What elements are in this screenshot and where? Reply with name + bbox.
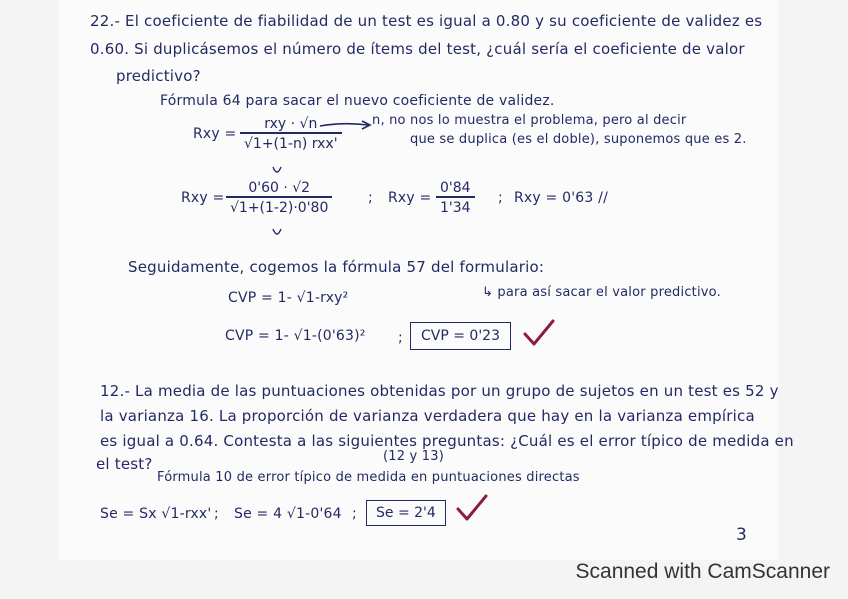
formula2-lhs: Rxy = [181, 190, 225, 206]
se-separator1: ; [214, 506, 219, 522]
formula1-lhs: Rxy = [193, 126, 237, 142]
se-calculation: Se = 4 √1-0'64 [234, 506, 342, 522]
formula2-separator2: ; [498, 190, 503, 206]
formula2-denominator2: 1'34 [440, 200, 471, 216]
swirl-arrow-icon [270, 226, 284, 240]
problem12-aside: (12 y 13) [383, 449, 444, 464]
problem12-statement-line2: la varianza 16. La proporción de varianza verdadera que hay en la varianza empírica [100, 407, 755, 425]
page-number: 3 [736, 525, 747, 545]
se-answer-box [366, 500, 446, 526]
swirl-arrow-icon [270, 164, 284, 178]
cvp-answer: CVP = 0'23 [421, 328, 500, 344]
checkmark-icon [455, 493, 489, 523]
se-answer: Se = 2'4 [376, 505, 436, 521]
cvp-note: ↳ para así sacar el valor predictivo. [482, 285, 721, 300]
formula1-denominator: √1+(1-n) rxx' [244, 136, 338, 152]
problem12-statement-line1: 12.- La media de las puntuaciones obtenidas por un grupo de sujetos en un test es 52 y [100, 382, 779, 400]
formula2-separator1: ; [368, 190, 373, 206]
cvp-separator: ; [398, 330, 403, 346]
cvp-calculation: CVP = 1- √1-(0'63)² [225, 328, 366, 344]
arrow-right-icon [318, 118, 374, 132]
formula1-numerator: rxy · √n [240, 116, 342, 134]
problem22-statement-line3: predictivo? [116, 67, 201, 85]
problem12-statement-line4: el test? [96, 455, 153, 473]
problem22-statement-line2: 0.60. Si duplicásemos el número de ítems del test, ¿cuál sería el coeficiente de valor [90, 40, 745, 58]
formula2-result: Rxy = 0'63 // [514, 190, 608, 206]
se-separator2: ; [352, 506, 357, 522]
problem12-statement-line3: es igual a 0.64. Contesta a las siguientes preguntas: ¿Cuál es el error típico de medida en [100, 432, 794, 450]
formula2-numerator2: 0'84 [436, 180, 475, 198]
next-step-line: Seguidamente, cogemos la fórmula 57 del formulario: [128, 258, 545, 276]
n-note-line1: n, no nos lo muestra el problema, pero al decir [372, 113, 687, 128]
formula2-fraction2 [436, 180, 475, 216]
n-note-line2: que se duplica (es el doble), suponemos que es 2. [410, 132, 747, 147]
camscanner-watermark: Scanned with CamScanner [575, 560, 830, 583]
formula2-fraction [226, 180, 332, 216]
problem12-formula-intro: Fórmula 10 de error típico de medida en puntuaciones directas [157, 470, 580, 485]
cvp-formula: CVP = 1- √1-rxy² [228, 290, 349, 306]
cvp-answer-box [410, 322, 511, 350]
checkmark-icon [522, 318, 556, 348]
formula2-numerator: 0'60 · √2 [226, 180, 332, 198]
formula2-lhs2: Rxy = [388, 190, 432, 206]
problem22-formula-intro: Fórmula 64 para sacar el nuevo coeficiente de validez. [160, 93, 555, 109]
problem22-statement-line1: 22.- El coeficiente de fiabilidad de un test es igual a 0.80 y su coeficiente de validez es [90, 12, 763, 30]
formula2-denominator: √1+(1-2)·0'80 [230, 200, 329, 216]
se-formula: Se = Sx √1-rxx' [100, 506, 212, 522]
